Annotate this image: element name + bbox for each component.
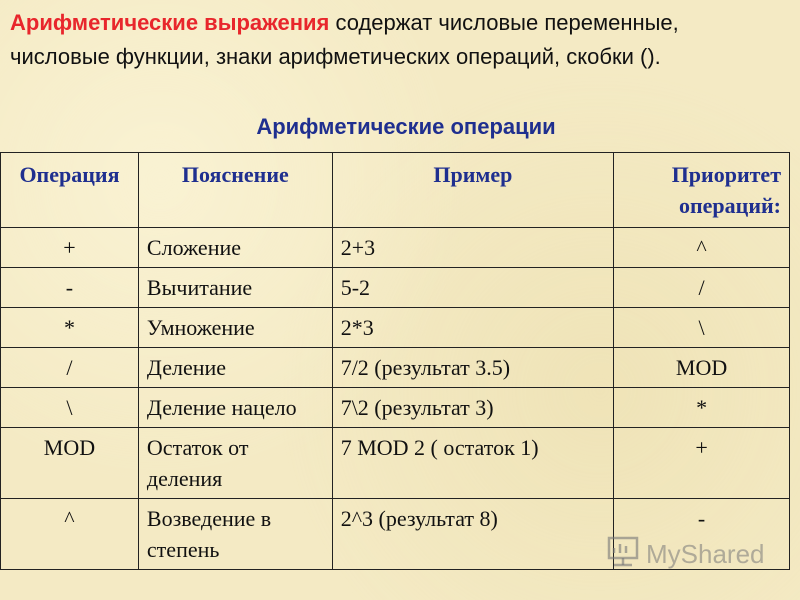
cell-priority: ^ bbox=[614, 228, 790, 268]
header-priority: Приоритет операций: bbox=[614, 153, 790, 228]
cell-priority: * bbox=[614, 388, 790, 428]
intro-paragraph bbox=[10, 6, 780, 74]
intro-text: содержат числовые переменные, числовые функции, знаки арифметических операций, скобки (). bbox=[10, 10, 679, 69]
cell-operation: / bbox=[1, 348, 139, 388]
table-row bbox=[1, 308, 790, 348]
cell-explanation: Умножение bbox=[138, 308, 332, 348]
watermark-text: MyShared bbox=[646, 538, 765, 569]
cell-example: 7/2 (результат 3.5) bbox=[332, 348, 613, 388]
table-title: Арифметические операции bbox=[256, 114, 556, 139]
table-header-row bbox=[1, 153, 790, 228]
cell-operation: - bbox=[1, 268, 139, 308]
cell-operation: + bbox=[1, 228, 139, 268]
intro-highlight: Арифметические выражения bbox=[10, 10, 330, 35]
cell-explanation: Вычитание bbox=[138, 268, 332, 308]
cell-operation: * bbox=[1, 308, 139, 348]
cell-example: 2+3 bbox=[332, 228, 613, 268]
operations-table bbox=[0, 152, 790, 570]
cell-example: 5-2 bbox=[332, 268, 613, 308]
cell-example: 2*3 bbox=[332, 308, 613, 348]
cell-example: 2^3 (результат 8) bbox=[332, 499, 613, 570]
table-row bbox=[1, 268, 790, 308]
header-operation: Операция bbox=[1, 153, 139, 228]
cell-explanation: Деление bbox=[138, 348, 332, 388]
cell-priority: \ bbox=[614, 308, 790, 348]
table-row bbox=[1, 348, 790, 388]
cell-priority: - bbox=[614, 499, 790, 570]
cell-explanation: Сложение bbox=[138, 228, 332, 268]
presentation-board-icon bbox=[606, 534, 640, 575]
header-explanation: Пояснение bbox=[138, 153, 332, 228]
cell-priority: MOD bbox=[614, 348, 790, 388]
cell-explanation: Возведение в степень bbox=[138, 499, 332, 570]
header-example: Пример bbox=[332, 153, 613, 228]
table-row bbox=[1, 428, 790, 499]
table-row bbox=[1, 388, 790, 428]
cell-operation: ^ bbox=[1, 499, 139, 570]
cell-priority: / bbox=[614, 268, 790, 308]
cell-operation: \ bbox=[1, 388, 139, 428]
table-row bbox=[1, 228, 790, 268]
cell-example: 7 MOD 2 ( остаток 1) bbox=[332, 428, 613, 499]
cell-example: 7\2 (результат 3) bbox=[332, 388, 613, 428]
cell-explanation: Остаток от деления bbox=[138, 428, 332, 499]
cell-operation: MOD bbox=[1, 428, 139, 499]
cell-priority: + bbox=[614, 428, 790, 499]
watermark bbox=[606, 536, 765, 572]
cell-explanation: Деление нацело bbox=[138, 388, 332, 428]
